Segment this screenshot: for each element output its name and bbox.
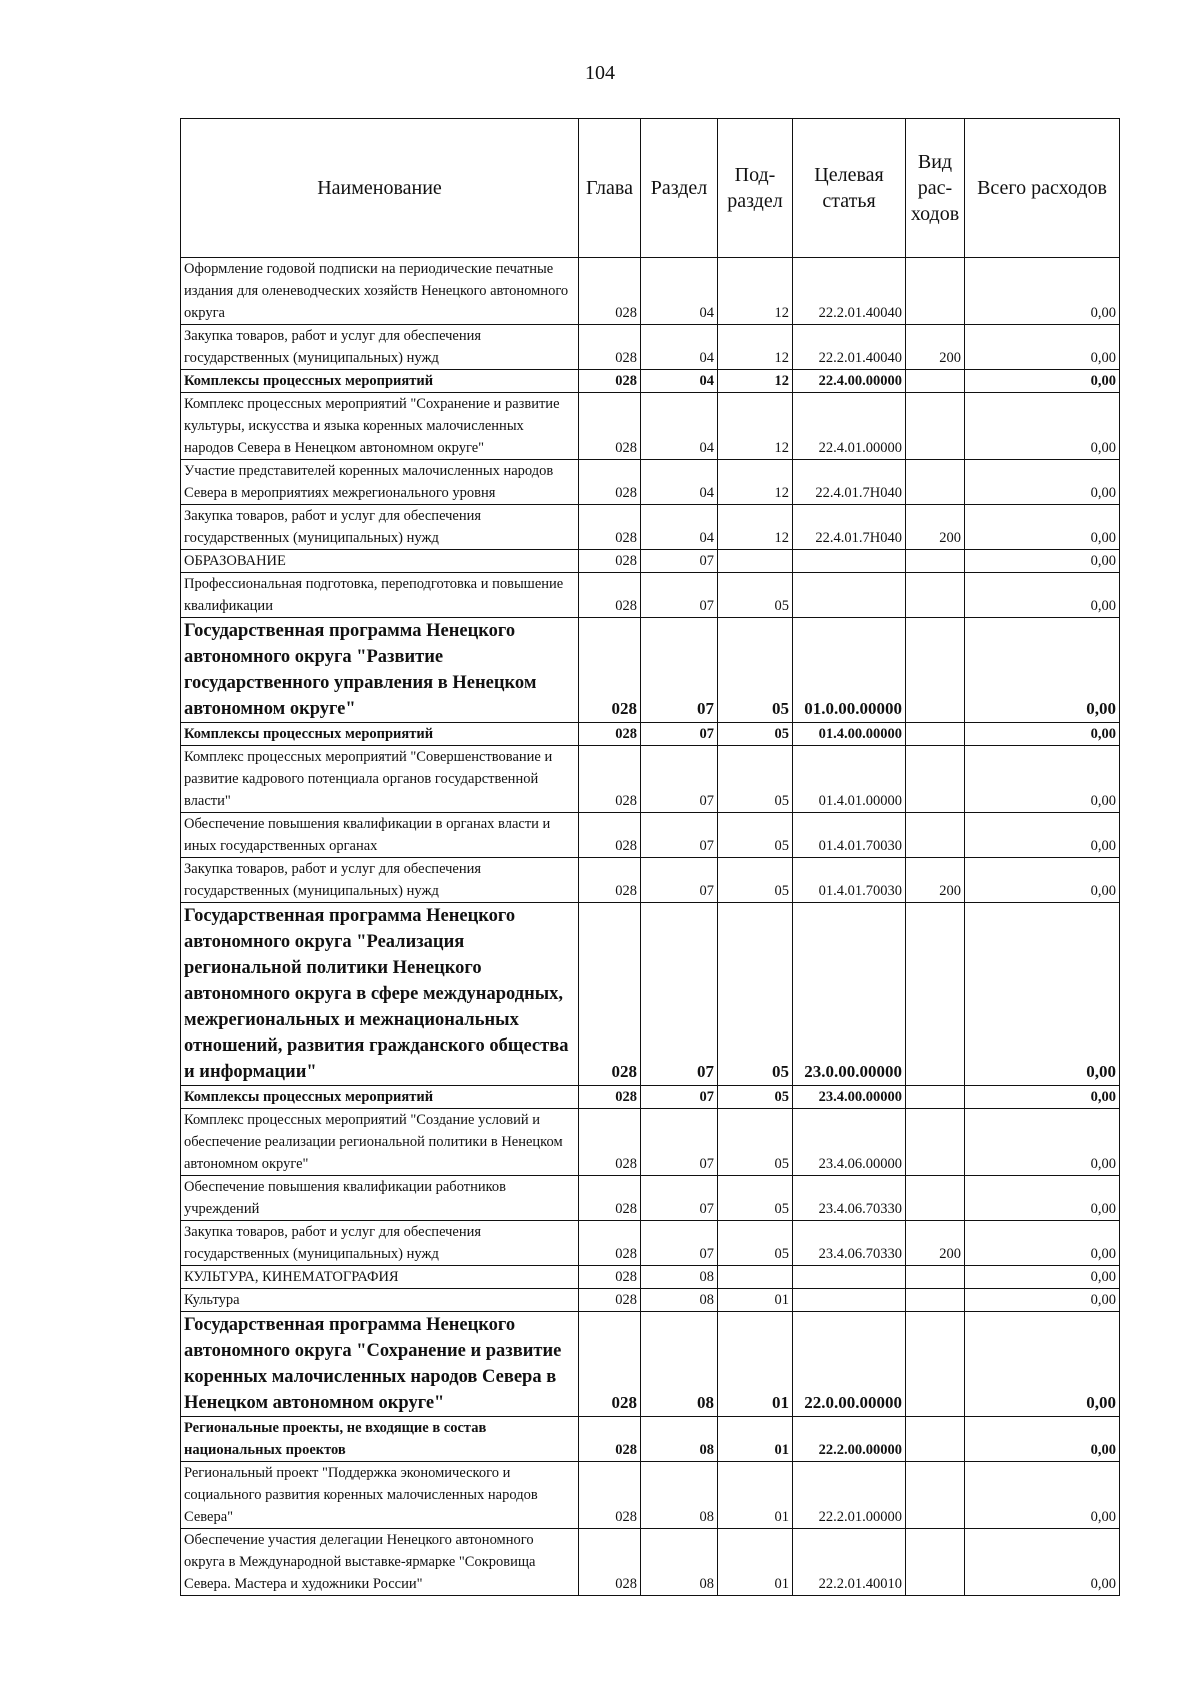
cell-vsego-rashodov: 0,00 <box>965 1529 1120 1596</box>
cell-podrazdel: 05 <box>718 813 793 858</box>
cell-name: Комплекс процессных мероприятий "Совершенствование и развитие кадрового потенциала органов государственной власти" <box>181 746 579 813</box>
cell-celevaya-statya: 22.2.00.00000 <box>793 1417 906 1462</box>
cell-vid-rashodov: 200 <box>906 325 965 370</box>
cell-podrazdel: 12 <box>718 460 793 505</box>
cell-razdel: 04 <box>641 460 718 505</box>
cell-vsego-rashodov: 0,00 <box>965 258 1120 325</box>
cell-vid-rashodov <box>906 618 965 723</box>
table-row <box>181 723 1120 746</box>
cell-celevaya-statya: 23.4.00.00000 <box>793 1086 906 1109</box>
cell-podrazdel: 12 <box>718 393 793 460</box>
cell-vid-rashodov: 200 <box>906 505 965 550</box>
cell-vsego-rashodov: 0,00 <box>965 393 1120 460</box>
cell-celevaya-statya: 22.0.00.00000 <box>793 1312 906 1417</box>
cell-glava: 028 <box>579 1176 641 1221</box>
cell-vid-rashodov <box>906 550 965 573</box>
cell-celevaya-statya: 22.4.01.7Н040 <box>793 505 906 550</box>
cell-vid-rashodov: 200 <box>906 858 965 903</box>
table-row <box>181 393 1120 460</box>
table-row <box>181 1109 1120 1176</box>
cell-name: Закупка товаров, работ и услуг для обеспечения государственных (муниципальных) нужд <box>181 1221 579 1266</box>
cell-razdel: 08 <box>641 1417 718 1462</box>
cell-razdel: 07 <box>641 723 718 746</box>
cell-razdel: 07 <box>641 1109 718 1176</box>
cell-razdel: 08 <box>641 1266 718 1289</box>
cell-celevaya-statya: 23.4.06.70330 <box>793 1221 906 1266</box>
cell-vsego-rashodov: 0,00 <box>965 573 1120 618</box>
cell-vsego-rashodov: 0,00 <box>965 1312 1120 1417</box>
cell-vsego-rashodov: 0,00 <box>965 1109 1120 1176</box>
table-header <box>181 119 1120 258</box>
cell-vid-rashodov <box>906 1266 965 1289</box>
cell-glava: 028 <box>579 903 641 1086</box>
cell-vid-rashodov <box>906 746 965 813</box>
cell-glava: 028 <box>579 1462 641 1529</box>
cell-vid-rashodov <box>906 1289 965 1312</box>
cell-glava: 028 <box>579 1221 641 1266</box>
cell-razdel: 07 <box>641 618 718 723</box>
cell-razdel: 07 <box>641 1086 718 1109</box>
cell-razdel: 04 <box>641 505 718 550</box>
cell-razdel: 07 <box>641 813 718 858</box>
cell-name: ОБРАЗОВАНИЕ <box>181 550 579 573</box>
cell-vid-rashodov <box>906 1462 965 1529</box>
table-row <box>181 370 1120 393</box>
cell-name: Комплексы процессных мероприятий <box>181 370 579 393</box>
cell-vid-rashodov <box>906 1417 965 1462</box>
cell-celevaya-statya: 22.4.01.00000 <box>793 393 906 460</box>
cell-glava: 028 <box>579 370 641 393</box>
cell-vsego-rashodov: 0,00 <box>965 813 1120 858</box>
cell-podrazdel: 01 <box>718 1462 793 1529</box>
table-row <box>181 813 1120 858</box>
cell-podrazdel: 05 <box>718 858 793 903</box>
cell-glava: 028 <box>579 618 641 723</box>
cell-glava: 028 <box>579 505 641 550</box>
cell-podrazdel: 05 <box>718 746 793 813</box>
table-row <box>181 1266 1120 1289</box>
cell-razdel: 07 <box>641 1176 718 1221</box>
cell-celevaya-statya: 01.4.01.00000 <box>793 746 906 813</box>
cell-razdel: 07 <box>641 858 718 903</box>
cell-celevaya-statya <box>793 573 906 618</box>
table-body <box>181 258 1120 1596</box>
cell-name: Участие представителей коренных малочисленных народов Севера в мероприятиях межрегионального уровня <box>181 460 579 505</box>
cell-name: Закупка товаров, работ и услуг для обеспечения государственных (муниципальных) нужд <box>181 325 579 370</box>
table-row <box>181 1529 1120 1596</box>
cell-vsego-rashodov: 0,00 <box>965 505 1120 550</box>
header-celevaya-statya: Целевая статья <box>793 119 906 258</box>
cell-celevaya-statya: 23.4.06.70330 <box>793 1176 906 1221</box>
cell-razdel: 04 <box>641 370 718 393</box>
cell-glava: 028 <box>579 1266 641 1289</box>
cell-vsego-rashodov: 0,00 <box>965 858 1120 903</box>
cell-podrazdel: 12 <box>718 325 793 370</box>
cell-vid-rashodov <box>906 723 965 746</box>
cell-vid-rashodov <box>906 393 965 460</box>
cell-vsego-rashodov: 0,00 <box>965 460 1120 505</box>
cell-vsego-rashodov: 0,00 <box>965 746 1120 813</box>
cell-razdel: 08 <box>641 1529 718 1596</box>
table-row <box>181 1176 1120 1221</box>
cell-razdel: 08 <box>641 1312 718 1417</box>
header-vsego-rashodov: Всего расходов <box>965 119 1120 258</box>
table-row <box>181 550 1120 573</box>
table-row <box>181 1417 1120 1462</box>
cell-name: Культура <box>181 1289 579 1312</box>
cell-vid-rashodov <box>906 370 965 393</box>
cell-podrazdel <box>718 1266 793 1289</box>
cell-glava: 028 <box>579 813 641 858</box>
cell-podrazdel: 05 <box>718 1086 793 1109</box>
cell-celevaya-statya <box>793 1266 906 1289</box>
cell-name: Региональные проекты, не входящие в состав национальных проектов <box>181 1417 579 1462</box>
cell-vsego-rashodov: 0,00 <box>965 1176 1120 1221</box>
cell-celevaya-statya: 23.4.06.00000 <box>793 1109 906 1176</box>
cell-name: Государственная программа Ненецкого автономного округа "Сохранение и развитие коренных малочисленных народов Севера в Ненецком автономном округе" <box>181 1312 579 1417</box>
cell-vid-rashodov: 200 <box>906 1221 965 1266</box>
cell-vid-rashodov <box>906 1086 965 1109</box>
cell-celevaya-statya: 22.2.01.40010 <box>793 1529 906 1596</box>
cell-podrazdel: 05 <box>718 1221 793 1266</box>
cell-celevaya-statya: 01.4.01.70030 <box>793 813 906 858</box>
cell-glava: 028 <box>579 550 641 573</box>
cell-podrazdel: 12 <box>718 258 793 325</box>
cell-vsego-rashodov: 0,00 <box>965 550 1120 573</box>
cell-celevaya-statya <box>793 550 906 573</box>
cell-celevaya-statya: 01.4.01.70030 <box>793 858 906 903</box>
cell-glava: 028 <box>579 1109 641 1176</box>
table-row <box>181 858 1120 903</box>
cell-razdel: 07 <box>641 573 718 618</box>
cell-celevaya-statya: 22.2.01.40040 <box>793 325 906 370</box>
cell-glava: 028 <box>579 460 641 505</box>
cell-glava: 028 <box>579 1417 641 1462</box>
cell-razdel: 07 <box>641 550 718 573</box>
page-number: 104 <box>585 62 615 84</box>
cell-podrazdel: 05 <box>718 1176 793 1221</box>
cell-celevaya-statya: 01.0.00.00000 <box>793 618 906 723</box>
cell-vsego-rashodov: 0,00 <box>965 723 1120 746</box>
cell-vsego-rashodov: 0,00 <box>965 1417 1120 1462</box>
cell-podrazdel <box>718 550 793 573</box>
cell-glava: 028 <box>579 1086 641 1109</box>
cell-podrazdel: 05 <box>718 723 793 746</box>
cell-name: Комплексы процессных мероприятий <box>181 1086 579 1109</box>
cell-vsego-rashodov: 0,00 <box>965 1221 1120 1266</box>
cell-podrazdel: 12 <box>718 370 793 393</box>
cell-name: Закупка товаров, работ и услуг для обеспечения государственных (муниципальных) нужд <box>181 858 579 903</box>
cell-celevaya-statya: 22.2.01.40040 <box>793 258 906 325</box>
cell-glava: 028 <box>579 258 641 325</box>
header-razdel: Раздел <box>641 119 718 258</box>
table-row <box>181 1312 1120 1417</box>
cell-podrazdel: 12 <box>718 505 793 550</box>
cell-glava: 028 <box>579 573 641 618</box>
header-podrazdel: Под-раздел <box>718 119 793 258</box>
table-row <box>181 1221 1120 1266</box>
cell-podrazdel: 05 <box>718 573 793 618</box>
cell-podrazdel: 05 <box>718 618 793 723</box>
cell-podrazdel: 01 <box>718 1312 793 1417</box>
cell-name: Региональный проект "Поддержка экономического и социального развития коренных малочисленных народов Севера" <box>181 1462 579 1529</box>
cell-name: Государственная программа Ненецкого автономного округа "Развитие государственного управления в Ненецком автономном округе" <box>181 618 579 723</box>
cell-celevaya-statya: 22.4.01.7Н040 <box>793 460 906 505</box>
header-vid-rashodov: Вид рас-ходов <box>906 119 965 258</box>
cell-vid-rashodov <box>906 460 965 505</box>
cell-celevaya-statya: 22.2.01.00000 <box>793 1462 906 1529</box>
cell-glava: 028 <box>579 723 641 746</box>
cell-celevaya-statya: 01.4.00.00000 <box>793 723 906 746</box>
cell-name: Обеспечение повышения квалификации работников учреждений <box>181 1176 579 1221</box>
cell-vid-rashodov <box>906 813 965 858</box>
cell-vid-rashodov <box>906 258 965 325</box>
cell-vsego-rashodov: 0,00 <box>965 1266 1120 1289</box>
cell-name: Комплексы процессных мероприятий <box>181 723 579 746</box>
cell-vsego-rashodov: 0,00 <box>965 325 1120 370</box>
cell-vsego-rashodov: 0,00 <box>965 1289 1120 1312</box>
cell-razdel: 04 <box>641 325 718 370</box>
cell-glava: 028 <box>579 393 641 460</box>
cell-razdel: 08 <box>641 1462 718 1529</box>
header-name: Наименование <box>181 119 579 258</box>
cell-glava: 028 <box>579 1529 641 1596</box>
cell-name: Комплекс процессных мероприятий "Сохранение и развитие культуры, искусства и языка коренных малочисленных народов Севера в Ненецком автономном округе" <box>181 393 579 460</box>
cell-vid-rashodov <box>906 573 965 618</box>
cell-vid-rashodov <box>906 1176 965 1221</box>
table-row <box>181 325 1120 370</box>
cell-name: Комплекс процессных мероприятий "Создание условий и обеспечение реализации региональной политики в Ненецком автономном округе" <box>181 1109 579 1176</box>
table-row <box>181 618 1120 723</box>
cell-razdel: 07 <box>641 1221 718 1266</box>
cell-podrazdel: 01 <box>718 1289 793 1312</box>
table-row <box>181 258 1120 325</box>
cell-vsego-rashodov: 0,00 <box>965 1462 1120 1529</box>
table-row <box>181 573 1120 618</box>
cell-podrazdel: 05 <box>718 903 793 1086</box>
header-glava: Глава <box>579 119 641 258</box>
cell-vsego-rashodov: 0,00 <box>965 370 1120 393</box>
cell-razdel: 08 <box>641 1289 718 1312</box>
table-row <box>181 505 1120 550</box>
cell-celevaya-statya: 23.0.00.00000 <box>793 903 906 1086</box>
cell-name: Оформление годовой подписки на периодические печатные издания для оленеводческих хозяйств Ненецкого автономного округа <box>181 258 579 325</box>
table-row <box>181 460 1120 505</box>
cell-name: Государственная программа Ненецкого автономного округа "Реализация региональной политики Ненецкого автономного округа в сфере международных, межрегиональных и межнациональных отношений, развития гражданского общества и информации" <box>181 903 579 1086</box>
table-row <box>181 1462 1120 1529</box>
cell-razdel: 04 <box>641 258 718 325</box>
cell-name: Закупка товаров, работ и услуг для обеспечения государственных (муниципальных) нужд <box>181 505 579 550</box>
cell-razdel: 04 <box>641 393 718 460</box>
cell-razdel: 07 <box>641 903 718 1086</box>
cell-podrazdel: 01 <box>718 1417 793 1462</box>
cell-vsego-rashodov: 0,00 <box>965 1086 1120 1109</box>
cell-name: Обеспечение участия делегации Ненецкого автономного округа в Международной выставке-ярмарке "Сокровища Севера. Мастера и художники России" <box>181 1529 579 1596</box>
table-row <box>181 903 1120 1086</box>
table-row <box>181 1086 1120 1109</box>
cell-name: КУЛЬТУРА, КИНЕМАТОГРАФИЯ <box>181 1266 579 1289</box>
cell-celevaya-statya: 22.4.00.00000 <box>793 370 906 393</box>
cell-vsego-rashodov: 0,00 <box>965 618 1120 723</box>
budget-table <box>180 118 1120 1596</box>
table-row <box>181 746 1120 813</box>
cell-glava: 028 <box>579 325 641 370</box>
cell-vid-rashodov <box>906 1109 965 1176</box>
cell-glava: 028 <box>579 746 641 813</box>
cell-name: Обеспечение повышения квалификации в органах власти и иных государственных органах <box>181 813 579 858</box>
cell-vid-rashodov <box>906 903 965 1086</box>
cell-podrazdel: 01 <box>718 1529 793 1596</box>
cell-celevaya-statya <box>793 1289 906 1312</box>
cell-vsego-rashodov: 0,00 <box>965 903 1120 1086</box>
cell-vid-rashodov <box>906 1312 965 1417</box>
table-row <box>181 1289 1120 1312</box>
cell-glava: 028 <box>579 1289 641 1312</box>
cell-vid-rashodov <box>906 1529 965 1596</box>
cell-glava: 028 <box>579 1312 641 1417</box>
cell-razdel: 07 <box>641 746 718 813</box>
cell-podrazdel: 05 <box>718 1109 793 1176</box>
cell-name: Профессиональная подготовка, переподготовка и повышение квалификации <box>181 573 579 618</box>
cell-glava: 028 <box>579 858 641 903</box>
